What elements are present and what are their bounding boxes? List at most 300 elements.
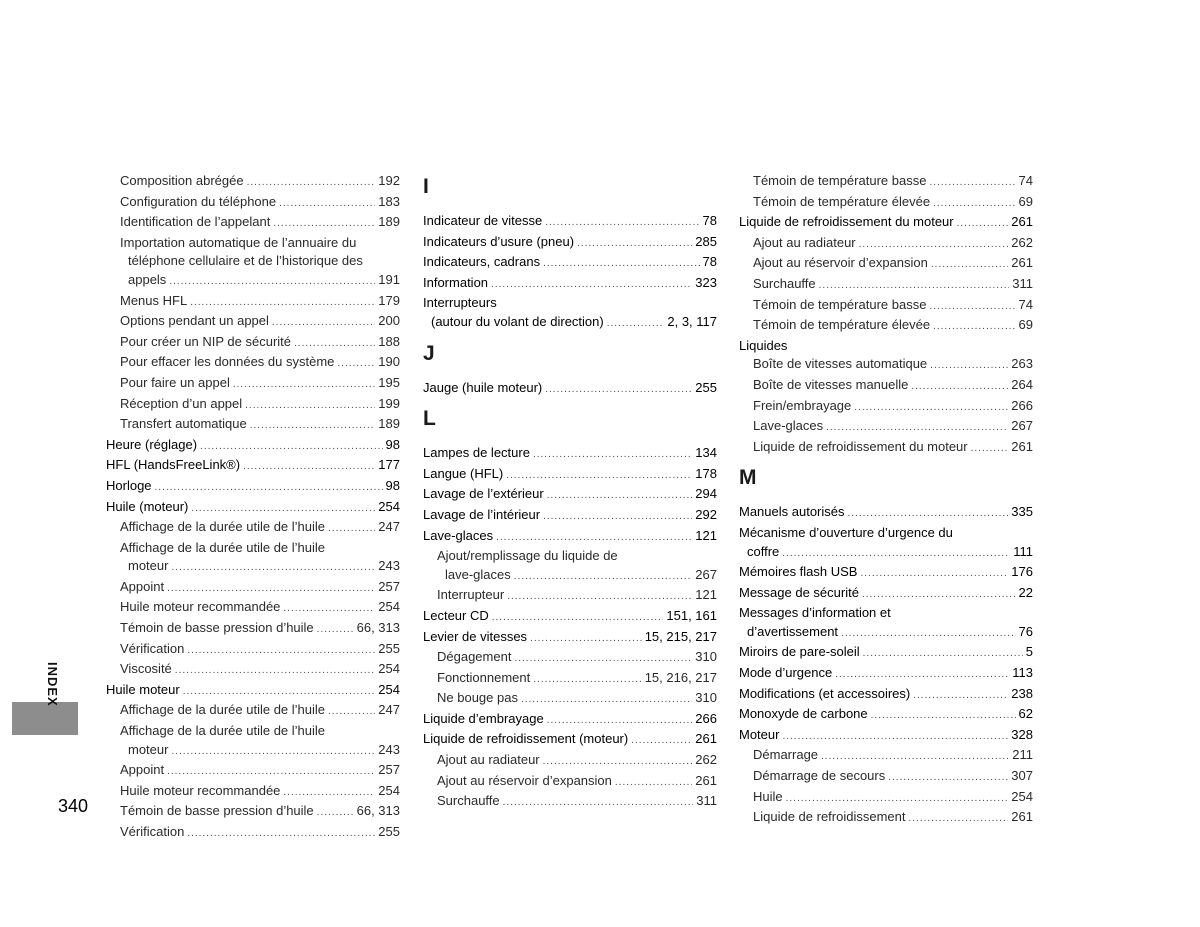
index-term: Ne bouge pas	[437, 690, 518, 706]
dot-leader	[233, 376, 375, 395]
page-reference: 98	[385, 436, 400, 452]
index-term: moteur	[128, 741, 169, 757]
index-term: Mécanisme d’ouverture d’urgence du	[739, 524, 953, 540]
dot-leader	[279, 195, 375, 214]
page-reference: 15, 216, 217	[644, 669, 717, 685]
dot-leader	[931, 256, 1008, 275]
dot-leader	[929, 174, 1015, 193]
index-term: Témoin de basse pression d’huile	[120, 803, 314, 819]
dot-leader	[328, 520, 375, 539]
page-reference: 113	[1012, 665, 1033, 681]
index-term: Témoin de température basse	[753, 173, 927, 188]
dot-leader	[826, 419, 1008, 438]
index-term: Surchauffe	[753, 275, 816, 291]
page-reference: 177	[378, 457, 400, 473]
index-entry	[106, 436, 400, 457]
dot-leader	[854, 399, 1008, 418]
index-subentry	[739, 172, 1033, 193]
index-term: Affichage de la durée utile de l’huile	[120, 723, 326, 739]
index-subentry	[423, 751, 717, 772]
page-reference: 78	[702, 213, 717, 228]
index-subentry	[106, 271, 400, 292]
index-term: Composition abrégée	[120, 173, 244, 188]
page-reference: 243	[378, 558, 400, 574]
dot-leader	[819, 277, 1010, 296]
index-term: Lecteur CD	[423, 607, 489, 623]
dot-leader	[191, 500, 375, 519]
page-reference: 311	[696, 793, 717, 809]
index-term: Affichage de la durée utile de l’huile	[120, 702, 326, 718]
page-reference: 22	[1018, 584, 1033, 600]
index-subentry	[106, 539, 400, 558]
dot-leader	[631, 732, 692, 751]
index-entry	[739, 543, 1033, 564]
page-reference: 257	[378, 762, 400, 778]
page-reference: 261	[1011, 809, 1033, 825]
index-term: Indicateurs d’usure (pneu)	[423, 233, 575, 249]
dot-leader	[933, 195, 1015, 214]
index-term: Lave-glaces	[423, 527, 494, 543]
page-reference: 151, 161	[666, 607, 717, 623]
index-term: Mémoires flash USB	[739, 564, 858, 580]
index-term: Appoint	[120, 762, 165, 778]
index-entry	[423, 233, 717, 254]
dot-leader	[155, 479, 383, 498]
index-term: Pour faire un appel	[120, 374, 230, 390]
page-reference: 74	[1018, 296, 1033, 312]
page-reference: 263	[1011, 356, 1033, 372]
dot-leader	[243, 458, 375, 477]
dot-leader	[167, 763, 375, 782]
page-reference: 310	[695, 649, 717, 665]
dot-leader	[273, 215, 375, 234]
page-reference: 261	[1011, 255, 1033, 271]
page-reference: 266	[1011, 397, 1033, 413]
dot-leader	[933, 318, 1015, 337]
page-reference: 264	[1011, 376, 1033, 392]
dot-leader	[863, 645, 1023, 664]
dot-leader	[860, 565, 1008, 584]
page-reference: 76	[1018, 623, 1033, 639]
index-subentry	[106, 619, 400, 640]
index-subentry	[106, 701, 400, 722]
index-entry	[106, 498, 400, 519]
index-term: Boîte de vitesses automatique	[753, 356, 928, 372]
dot-leader	[337, 355, 375, 374]
index-term: Modifications (et accessoires)	[739, 685, 911, 701]
index-subentry	[423, 648, 717, 669]
page-reference: 261	[695, 731, 717, 747]
section-letter: M	[739, 466, 757, 490]
index-entry	[739, 664, 1033, 685]
index-term: Interrupteurs	[423, 295, 497, 311]
dot-leader	[283, 784, 375, 803]
index-subentry	[106, 193, 400, 214]
page-reference: 2, 3, 117	[667, 313, 717, 329]
index-subentry	[106, 353, 400, 374]
page-reference: 267	[695, 566, 717, 582]
page-reference: 183	[378, 193, 400, 209]
page-reference: 255	[378, 640, 400, 656]
index-term: Liquides	[739, 337, 788, 353]
index-subentry	[106, 234, 400, 253]
index-term: Ajout au radiateur	[753, 234, 856, 250]
dot-leader	[545, 214, 699, 233]
index-term: Démarrage	[753, 747, 819, 763]
index-subentry	[423, 586, 717, 607]
index-term: Huile (moteur)	[106, 498, 189, 514]
dot-leader	[175, 662, 376, 681]
index-subentry	[739, 296, 1033, 317]
page-reference: 66, 313	[356, 620, 400, 636]
dot-leader	[496, 529, 692, 548]
index-entry	[423, 485, 717, 506]
page-reference: 261	[695, 772, 717, 788]
index-term: Manuels autorisés	[739, 504, 845, 520]
page-reference: 189	[378, 416, 400, 432]
page-reference: 292	[695, 506, 717, 522]
dot-leader	[294, 335, 375, 354]
page-reference: 285	[695, 233, 717, 249]
index-entry	[739, 685, 1033, 706]
index-term: Témoin de température basse	[753, 296, 927, 312]
index-column-1	[106, 172, 400, 844]
index-term: Interrupteur	[437, 587, 505, 603]
dot-leader	[247, 174, 376, 193]
index-entry	[739, 503, 1033, 524]
page-reference: 335	[1011, 504, 1033, 520]
index-term: Démarrage de secours	[753, 768, 886, 784]
page-reference: 247	[378, 702, 400, 718]
index-term: Transfert automatique	[120, 416, 247, 432]
index-entry	[423, 506, 717, 527]
page-reference: 15, 215, 217	[644, 628, 717, 644]
index-term: appels	[128, 271, 167, 287]
index-entry	[423, 730, 717, 751]
index-term: Importation automatique de l’annuaire du	[120, 234, 357, 250]
index-term: HFL (HandsFreeLink®)	[106, 457, 241, 473]
index-subentry	[423, 547, 717, 566]
dot-leader	[848, 505, 1009, 524]
page-reference: 294	[695, 486, 717, 502]
page-reference: 134	[695, 445, 717, 461]
index-entry	[423, 710, 717, 731]
dot-leader	[190, 294, 375, 313]
index-entry	[739, 604, 1033, 623]
page-reference: 188	[378, 333, 400, 349]
index-term: Indicateurs, cadrans	[423, 254, 541, 270]
index-term: Identification de l’appelant	[120, 214, 271, 230]
dot-leader	[530, 630, 642, 649]
page-reference: 98	[385, 477, 400, 493]
dot-leader	[491, 276, 692, 295]
page-reference: 254	[378, 661, 400, 677]
index-term: moteur	[128, 558, 169, 574]
index-subentry	[106, 823, 400, 844]
index-entry	[739, 623, 1033, 644]
index-subentry	[739, 417, 1033, 438]
page-reference: 189	[378, 214, 400, 230]
dot-leader	[930, 357, 1008, 376]
index-term: Langue (HFL)	[423, 465, 504, 481]
index-entry	[739, 643, 1033, 664]
page-reference: 121	[695, 527, 717, 543]
dot-leader	[250, 417, 376, 436]
dot-leader	[929, 298, 1015, 317]
dot-leader	[506, 467, 692, 486]
index-subentry	[106, 395, 400, 416]
index-entry	[739, 563, 1033, 584]
page-reference: 238	[1011, 685, 1033, 701]
index-term: Ajout au radiateur	[437, 752, 540, 768]
index-subentry	[423, 772, 717, 793]
index-entry	[106, 681, 400, 702]
index-column-2	[423, 172, 717, 813]
dot-leader	[171, 559, 375, 578]
page-reference: 266	[695, 710, 717, 726]
index-entry	[423, 527, 717, 548]
section-letter: I	[423, 175, 429, 198]
dot-leader	[272, 314, 375, 333]
dot-leader	[187, 825, 375, 844]
index-term: Viscosité	[120, 661, 172, 677]
dot-leader	[862, 586, 1016, 605]
page-reference: 257	[378, 578, 400, 594]
page-reference: 211	[1012, 747, 1033, 763]
index-entry	[423, 274, 717, 295]
index-subentry	[106, 761, 400, 782]
index-entry	[739, 524, 1033, 543]
dot-leader	[607, 315, 665, 334]
dot-leader	[514, 650, 692, 669]
index-term: Liquide de refroidissement (moteur)	[423, 731, 629, 747]
page-reference: 254	[378, 599, 400, 615]
page-reference: 254	[378, 782, 400, 798]
section-letter: J	[423, 341, 435, 365]
index-entry	[423, 253, 717, 274]
dot-leader	[245, 397, 375, 416]
index-term: Témoin de température élevée	[753, 193, 931, 209]
index-entry	[423, 294, 717, 313]
index-term: Liquide de refroidissement du moteur	[753, 438, 968, 454]
dot-leader	[547, 487, 693, 506]
index-subentry	[739, 746, 1033, 767]
index-term: Lavage de l’extérieur	[423, 486, 544, 502]
index-term: coffre	[747, 543, 780, 559]
index-term: Huile moteur recommandée	[120, 782, 281, 798]
index-subentry	[106, 415, 400, 436]
dot-leader	[908, 810, 1008, 829]
index-entry	[739, 337, 1033, 356]
index-term: Information	[423, 274, 489, 290]
page-reference: 179	[378, 292, 400, 308]
index-subentry	[106, 252, 400, 271]
page-reference: 267	[1011, 418, 1033, 434]
index-term: Pour créer un NIP de sécurité	[120, 333, 292, 349]
page-reference: 178	[695, 465, 717, 481]
index-term: Dégagement	[437, 649, 512, 665]
index-subentry	[106, 172, 400, 193]
index-subentry	[739, 438, 1033, 459]
index-term: Frein/embrayage	[753, 397, 852, 413]
index-term: Miroirs de pare-soleil	[739, 644, 860, 660]
index-subentry	[106, 374, 400, 395]
index-term: Appoint	[120, 578, 165, 594]
index-term: (autour du volant de direction)	[431, 313, 604, 329]
index-term: Mode d’urgence	[739, 665, 833, 681]
index-term: Réception d’un appel	[120, 395, 243, 411]
dot-leader	[615, 774, 692, 793]
page-reference: 111	[1013, 543, 1033, 559]
index-term: Liquide de refroidissement	[753, 809, 906, 825]
index-term: Huile moteur recommandée	[120, 599, 281, 615]
index-term: Huile moteur	[106, 681, 180, 697]
index-term: Boîte de vitesses manuelle	[753, 376, 909, 392]
index-subentry	[106, 213, 400, 234]
index-entry	[739, 705, 1033, 726]
index-subentry	[106, 557, 400, 578]
index-term: Configuration du téléphone	[120, 193, 277, 209]
index-term: Ajout/remplissage du liquide de	[437, 548, 618, 564]
dot-leader	[183, 683, 376, 702]
dot-leader	[171, 743, 375, 762]
dot-leader	[888, 769, 1008, 788]
dot-leader	[187, 642, 375, 661]
page-number: 340	[58, 796, 89, 816]
index-entry	[739, 584, 1033, 605]
dot-leader	[971, 440, 1009, 459]
index-term: Affichage de la durée utile de l’huile	[120, 519, 326, 535]
page-reference: 254	[378, 681, 400, 697]
index-entry	[423, 212, 717, 233]
dot-leader	[521, 691, 692, 710]
page-reference: 191	[378, 271, 400, 287]
index-column-3	[739, 172, 1033, 829]
index-term: Surchauffe	[437, 793, 500, 809]
index-term: Messages d’information et	[739, 605, 891, 621]
page-reference: 254	[1011, 788, 1033, 804]
page-reference: 243	[378, 741, 400, 757]
page-reference: 254	[378, 498, 400, 514]
dot-leader	[782, 728, 1008, 747]
index-term: d’avertissement	[747, 623, 839, 639]
index-term: Vérification	[120, 824, 185, 839]
page-reference: 78	[702, 254, 717, 270]
index-term: téléphone cellulaire et de l’historique des	[128, 253, 363, 269]
dot-leader	[533, 446, 692, 465]
index-subentry	[106, 741, 400, 762]
dot-leader	[328, 703, 375, 722]
index-subentry	[106, 640, 400, 661]
dot-leader	[533, 671, 641, 690]
section-letter: L	[423, 407, 436, 431]
index-entry	[739, 726, 1033, 747]
index-entry	[423, 607, 717, 628]
index-term: Heure (réglage)	[106, 436, 198, 452]
dot-leader	[545, 381, 692, 400]
page-reference: 121	[695, 587, 717, 603]
page-reference: 261	[1011, 438, 1033, 454]
dot-leader	[957, 215, 1009, 234]
dot-leader	[169, 273, 375, 292]
index-entry	[739, 213, 1033, 234]
index-entry	[106, 456, 400, 477]
index-subentry	[106, 802, 400, 823]
dot-leader	[859, 236, 1009, 255]
page-reference: 262	[695, 752, 717, 768]
page-reference: 69	[1018, 193, 1033, 209]
page-reference: 261	[1011, 214, 1033, 230]
page-reference: 247	[378, 519, 400, 535]
page-reference: 62	[1018, 706, 1033, 722]
page-reference: 190	[378, 354, 400, 370]
page-reference: 262	[1011, 234, 1033, 250]
page-reference: 307	[1011, 768, 1033, 784]
index-subentry	[739, 376, 1033, 397]
page-reference: 200	[378, 313, 400, 329]
dot-leader	[547, 712, 693, 731]
index-subentry	[739, 397, 1033, 418]
index-term: Message de sécurité	[739, 584, 859, 600]
page-reference: 195	[378, 374, 400, 390]
index-term: Affichage de la durée utile de l’huile	[120, 539, 326, 555]
index-subentry	[739, 788, 1033, 809]
page-reference: 5	[1025, 644, 1033, 660]
page-reference: 310	[695, 690, 717, 706]
index-subentry	[106, 598, 400, 619]
index-term: Moteur	[739, 726, 780, 742]
index-subentry	[423, 689, 717, 710]
index-entry	[423, 313, 717, 334]
index-term: Ajout au réservoir d’expansion	[753, 255, 928, 271]
dot-leader	[492, 609, 664, 628]
index-term: Huile	[753, 788, 783, 804]
index-term: Jauge (huile moteur)	[423, 379, 543, 395]
index-subentry	[739, 808, 1033, 829]
index-term: Lave-glaces	[753, 418, 824, 434]
dot-leader	[577, 235, 692, 254]
dot-leader	[317, 804, 354, 823]
index-subentry	[106, 292, 400, 313]
dot-leader	[911, 378, 1008, 397]
index-subentry	[739, 275, 1033, 296]
index-term: Horloge	[106, 477, 152, 493]
page-reference: 69	[1018, 317, 1033, 333]
page-reference: 176	[1011, 564, 1033, 580]
index-subentry	[106, 722, 400, 741]
index-subentry	[106, 782, 400, 803]
index-subentry	[423, 669, 717, 690]
dot-leader	[835, 666, 1009, 685]
index-subentry	[739, 234, 1033, 255]
index-term: Lavage de l’intérieur	[423, 506, 541, 522]
index-term: lave-glaces	[445, 566, 511, 582]
index-subentry	[106, 518, 400, 539]
index-subentry	[739, 193, 1033, 214]
index-term: Témoin de basse pression d’huile	[120, 620, 314, 636]
page-reference: 66, 313	[356, 803, 400, 819]
index-term: Levier de vitesses	[423, 628, 528, 644]
page-reference: 255	[378, 824, 400, 839]
index-entry	[423, 379, 717, 400]
index-entry	[423, 444, 717, 465]
index-term: Fonctionnement	[437, 669, 531, 685]
index-subentry	[106, 333, 400, 354]
dot-leader	[543, 508, 692, 527]
index-subentry	[423, 792, 717, 813]
page-reference: 323	[695, 274, 717, 290]
dot-leader	[507, 588, 692, 607]
